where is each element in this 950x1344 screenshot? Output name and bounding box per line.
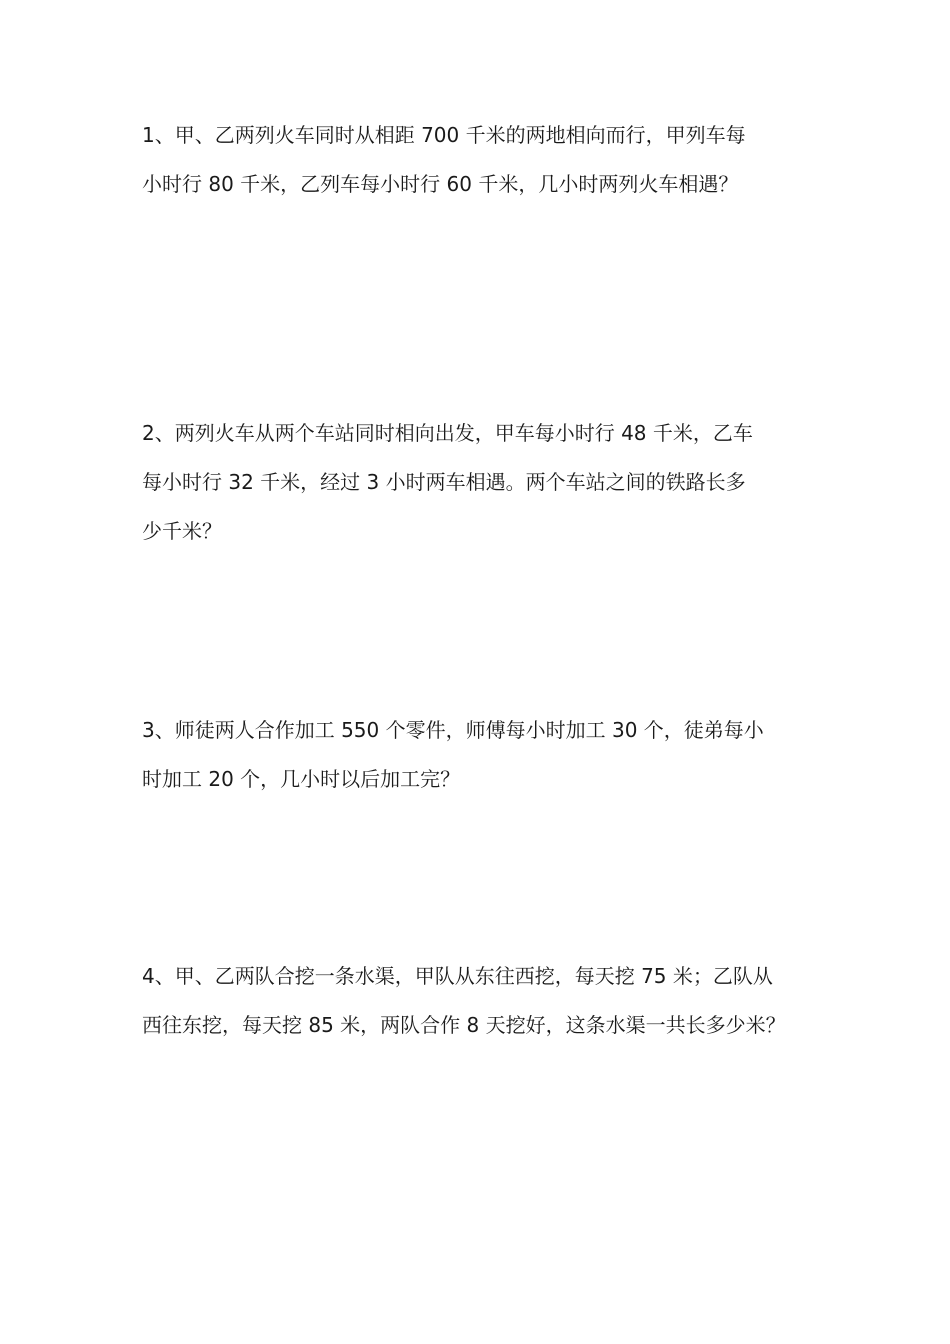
problem-3-line-1: 3、师徒两人合作加工 550 个零件，师傅每小时加工 30 个，徒弟每小 — [142, 718, 764, 742]
problem-2 — [142, 409, 822, 556]
problem-3 — [142, 706, 822, 804]
problem-2-line-1: 2、两列火车从两个车站同时相向出发，甲车每小时行 48 千米，乙车 — [142, 421, 753, 445]
problem-1-line-2: 小时行 80 千米，乙列车每小时行 60 千米，几小时两列火车相遇？ — [142, 172, 739, 196]
problem-1-line-1: 1、甲、乙两列火车同时从相距 700 千米的两地相向而行，甲列车每 — [142, 123, 746, 147]
problem-4 — [142, 952, 822, 1050]
problem-2-line-3: 少千米？ — [142, 519, 222, 543]
problem-2-line-2: 每小时行 32 千米，经过 3 小时两车相遇。两个车站之间的铁路长多 — [142, 470, 746, 494]
problem-4-line-2: 西往东挖，每天挖 85 米，两队合作 8 天挖好，这条水渠一共长多少米？ — [142, 1013, 786, 1037]
problem-1 — [142, 111, 822, 209]
problem-3-line-2: 时加工 20 个，几小时以后加工完？ — [142, 767, 461, 791]
problem-4-line-1: 4、甲、乙两队合挖一条水渠，甲队从东往西挖，每天挖 75 米；乙队从 — [142, 964, 773, 988]
